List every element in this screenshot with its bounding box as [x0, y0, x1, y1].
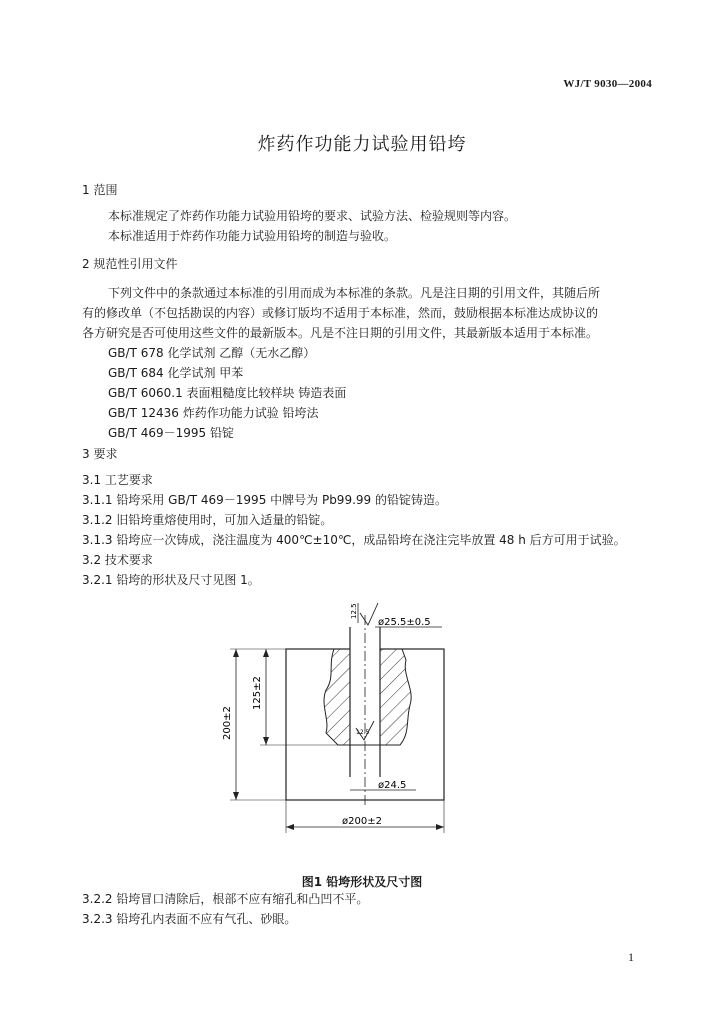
section-1-line: 本标准规定了炸药作功能力试验用铅垮的要求、试验方法、检验规则等内容。 — [108, 209, 517, 223]
requirement-item: 3.2.1 铅垮的形状及尺寸见图 1。 — [82, 573, 260, 587]
standard-code: WJ/T 9030—2004 — [563, 78, 652, 90]
requirement-item: 3.1.1 铅垮采用 GB/T 469－1995 中牌号为 Pb99.99 的铅锭铸造。 — [82, 493, 447, 507]
lead-block-drawing — [210, 595, 470, 840]
requirement-item: 3.2 技术要求 — [82, 553, 153, 567]
requirement-item: 3.2.3 铅垮孔内表面不应有气孔、砂眼。 — [82, 912, 297, 926]
section-3-heading: 3 要求 — [82, 447, 118, 461]
requirement-item: 3.1.2 旧铅垮重熔使用时，可加入适量的铅锭。 — [82, 513, 333, 527]
depth-label: 125±2 — [252, 676, 263, 710]
page-title: 炸药作功能力试验用铅垮 — [257, 134, 467, 155]
section-2-para-line: 各方研究是否可使用这些文件的最新版本。凡是不注日期的引用文件，其最新版本适用于本标准。 — [82, 326, 599, 340]
requirement-item: 3.1.3 铅垮应一次铸成，浇注温度为 400℃±10℃，成品铅垮在浇注完毕放置 48 h 后方可用于试验。 — [82, 533, 626, 547]
section-1-line: 本标准适用于炸药作功能力试验用铅垮的制造与验收。 — [108, 229, 397, 243]
outer-dia-label: ø200±2 — [342, 816, 382, 827]
reference-item: GB/T 684 化学试剂 甲苯 — [108, 366, 244, 380]
section-2-para-line: 有的修改单（不包括勘误的内容）或修订版均不适用于本标准，然而，鼓励根据本标准达成协议的 — [82, 306, 599, 320]
section-1-heading: 1 范围 — [82, 183, 118, 197]
reference-item: GB/T 12436 炸药作功能力试验 铅垮法 — [108, 406, 319, 420]
requirement-item: 3.1 工艺要求 — [82, 473, 153, 487]
reference-item: GB/T 6060.1 表面粗糙度比较样块 铸造表面 — [108, 386, 347, 400]
height-label: 200±2 — [222, 706, 233, 740]
hole-dia-label: ø25.5±0.5 — [378, 617, 431, 628]
requirement-item: 3.2.2 铅垮冒口清除后，根部不应有缩孔和凸凹不平。 — [82, 892, 369, 906]
roughness-symbol-top — [360, 603, 378, 625]
reference-item: GB/T 678 化学试剂 乙醇（无水乙醇） — [108, 346, 316, 360]
page-number: 1 — [628, 950, 634, 964]
section-2-heading: 2 规范性引用文件 — [82, 257, 178, 271]
figure-caption: 图1 铅垮形状及尺寸图 — [301, 875, 423, 889]
roughness-value-top: 12.5 — [350, 603, 358, 619]
section-2-para-line: 下列文件中的条款通过本标准的引用而成为本标准的条款。凡是注日期的引用文件，其随后所 — [108, 286, 601, 300]
roughness-value-bottom: 12.5 — [356, 729, 370, 736]
reference-item: GB/T 469－1995 铅锭 — [108, 426, 234, 440]
inner-dia-label: ø24.5 — [378, 780, 407, 791]
